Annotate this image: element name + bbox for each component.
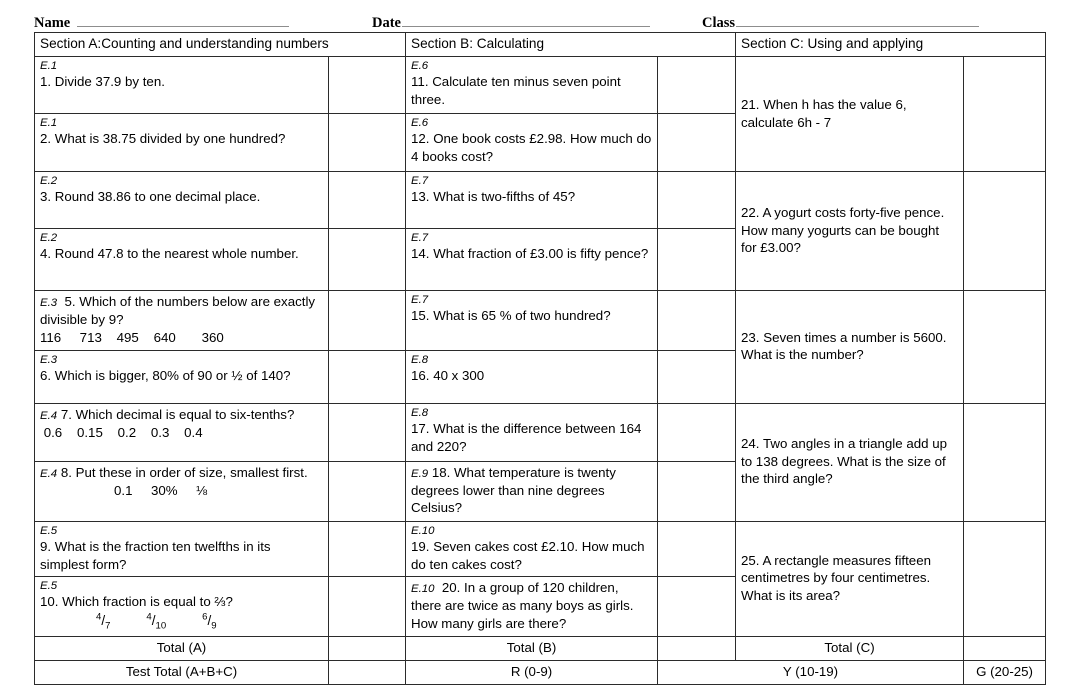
question-cell-c21	[736, 57, 964, 172]
question-cell-b13	[406, 172, 658, 229]
mark-cell-c25[interactable]	[964, 521, 1046, 636]
question-cell-a2	[35, 114, 329, 172]
mark-cell-b13[interactable]	[658, 172, 736, 229]
question-cell-a7	[35, 403, 329, 461]
total-a-value[interactable]	[329, 636, 406, 660]
test-total-label: Test Total (A+B+C)	[35, 660, 329, 684]
question-text-b18	[411, 464, 652, 518]
name-underline	[77, 15, 289, 27]
question-cell-a4	[35, 229, 329, 291]
table-row	[35, 172, 1046, 229]
mark-cell-c24[interactable]	[964, 403, 1046, 521]
ecode-a7: E.4	[40, 409, 58, 422]
options-a8: 0.1 30% ⅛	[114, 482, 208, 498]
question-body-a5: 5. Which of the numbers below are exactly divisible by 9?	[40, 294, 316, 328]
question-cell-b11	[406, 57, 658, 114]
mark-cell-a8[interactable]	[329, 461, 406, 521]
totals-row	[35, 636, 1046, 660]
ecode-b15: E.7	[411, 294, 429, 307]
question-text-c24: 24. Two angles in a triangle add up to 138 degrees. What is the size of the third angle?	[741, 436, 948, 487]
question-text-a7	[40, 406, 323, 424]
question-cell-b19	[406, 521, 658, 577]
question-text-a9: 9. What is the fraction ten twelfths in its simplest form?	[40, 538, 271, 572]
band-y[interactable]: Y (10-19)	[658, 660, 964, 684]
fraction-option-1: $^4/_7$	[96, 611, 111, 632]
ecode-a1: E.1	[40, 60, 58, 73]
question-cell-a5	[35, 291, 329, 351]
question-text-b16: 16. 40 x 300	[411, 367, 485, 383]
mark-cell-b18[interactable]	[658, 461, 736, 521]
date-underline	[402, 15, 650, 27]
mark-cell-a1[interactable]	[329, 57, 406, 114]
section-c-header	[736, 33, 1046, 57]
section-b-header	[406, 33, 736, 57]
question-text-a10: 10. Which fraction is equal to ⅔?	[40, 594, 233, 610]
question-cell-b18	[406, 461, 658, 521]
mark-cell-b20[interactable]	[658, 577, 736, 637]
test-total-row	[35, 660, 1046, 684]
mark-cell-a6[interactable]	[329, 350, 406, 403]
question-text-b14: 14. What fraction of £3.00 is fifty pence?	[411, 246, 649, 262]
ecode-a4: E.2	[40, 232, 58, 245]
question-body-a8: 8. Put these in order of size, smallest first.	[60, 464, 308, 480]
ecode-a3: E.2	[40, 175, 58, 188]
question-cell-b14	[406, 229, 658, 291]
question-cell-a10	[35, 577, 329, 637]
total-a-label: Total (A)	[35, 636, 329, 660]
band-r[interactable]: R (0-9)	[406, 660, 658, 684]
mark-cell-b17[interactable]	[658, 403, 736, 461]
options-a5: 116 713 495 640 360	[40, 329, 224, 345]
question-text-a8	[40, 464, 323, 482]
mark-cell-a10[interactable]	[329, 577, 406, 637]
mark-cell-a7[interactable]	[329, 403, 406, 461]
question-text-c23: 23. Seven times a number is 5600. What is the number?	[741, 329, 947, 363]
question-cell-c22	[736, 172, 964, 291]
ecode-a6: E.3	[40, 353, 58, 366]
section-b-title: Section B: Calculating	[411, 36, 545, 51]
question-text-b13: 13. What is two-fifths of 45?	[411, 189, 576, 205]
ecode-b18: E.9	[411, 467, 429, 480]
student-details-row	[34, 0, 1045, 32]
class-label: Class	[702, 15, 736, 31]
ecode-a9: E.5	[40, 524, 58, 537]
section-header-row	[35, 33, 1046, 57]
date-label: Date	[372, 15, 401, 31]
question-body-b18: 18. What temperature is twenty degrees lower than nine degrees Celsius?	[411, 464, 616, 516]
question-cell-c23	[736, 291, 964, 404]
fraction-option-3: $^6/_9$	[202, 611, 217, 632]
table-row	[35, 57, 1046, 114]
assessment-table	[34, 32, 1046, 685]
question-text-b12: 12. One book costs £2.98. How much do 4 books cost?	[411, 131, 652, 164]
table-row	[35, 403, 1046, 461]
question-cell-c25	[736, 521, 964, 636]
ecode-a2: E.1	[40, 117, 58, 130]
ecode-a5: E.3	[40, 297, 58, 310]
ecode-b13: E.7	[411, 175, 429, 188]
total-c-value[interactable]	[964, 636, 1046, 660]
ecode-a10: E.5	[40, 580, 58, 593]
total-b-label: Total (B)	[406, 636, 658, 660]
question-text-c22: 22. A yogurt costs forty-five pence. How many yogurts can be bought for £3.00?	[741, 205, 945, 256]
question-cell-b16	[406, 350, 658, 403]
class-underline	[736, 15, 979, 27]
question-cell-a1	[35, 57, 329, 114]
name-label: Name	[34, 15, 71, 31]
options-a10	[40, 611, 323, 633]
question-cell-c24	[736, 403, 964, 521]
name-field[interactable]	[34, 15, 372, 32]
question-text-c21: 21. When h has the value 6, calculate 6h - 7	[741, 96, 907, 130]
class-field[interactable]	[702, 15, 1045, 32]
mark-cell-b11[interactable]	[658, 57, 736, 114]
question-cell-a9	[35, 521, 329, 577]
mark-cell-c21[interactable]	[964, 57, 1046, 172]
fraction-option-2: $^4/_{10}$	[146, 611, 167, 632]
mark-cell-b15[interactable]	[658, 291, 736, 351]
mark-cell-a4[interactable]	[329, 229, 406, 291]
test-total-value[interactable]	[329, 660, 406, 684]
table-row	[35, 521, 1046, 577]
question-text-a3: 3. Round 38.86 to one decimal place.	[40, 189, 261, 205]
question-text-a5	[40, 293, 323, 329]
mark-cell-a9[interactable]	[329, 521, 406, 577]
question-text-c25: 25. A rectangle measures fifteen centimetres by four centimetres. What is its area?	[741, 552, 931, 604]
question-text-b15: 15. What is 65 % of two hundred?	[411, 308, 611, 324]
mark-cell-a3[interactable]	[329, 172, 406, 229]
question-text-b11: 11. Calculate ten minus seven point three.	[411, 74, 621, 107]
question-cell-b15	[406, 291, 658, 351]
mark-cell-a2[interactable]	[329, 114, 406, 172]
total-c-label: Total (C)	[736, 636, 964, 660]
mark-cell-c23[interactable]	[964, 291, 1046, 404]
ecode-b16: E.8	[411, 353, 429, 366]
section-a-header	[35, 33, 406, 57]
question-text-a2: 2. What is 38.75 divided by one hundred?	[40, 131, 286, 147]
table-row	[35, 291, 1046, 351]
question-body-b20: 20. In a group of 120 children, there are twice as many boys as girls. How many girls are there?	[411, 580, 634, 631]
total-b-value[interactable]	[658, 636, 736, 660]
ecode-b14: E.7	[411, 232, 429, 245]
question-text-a4: 4. Round 47.8 to the nearest whole number.	[40, 246, 299, 262]
mark-cell-c22[interactable]	[964, 172, 1046, 291]
question-cell-a6	[35, 350, 329, 403]
mark-cell-b19[interactable]	[658, 521, 736, 577]
mark-cell-b16[interactable]	[658, 350, 736, 403]
ecode-a8: E.4	[40, 467, 58, 480]
section-a-title: Section A:Counting and understanding numbers	[40, 36, 329, 51]
mark-cell-a5[interactable]	[329, 291, 406, 351]
question-cell-b12	[406, 114, 658, 172]
question-cell-b20	[406, 577, 658, 637]
question-text-a6: 6. Which is bigger, 80% of 90 or ½ of 140?	[40, 367, 291, 383]
question-body-a7: 7. Which decimal is equal to six-tenths?	[60, 406, 295, 422]
question-text-a1: 1. Divide 37.9 by ten.	[40, 74, 165, 90]
question-text-b19: 19. Seven cakes cost £2.10. How much do ten cakes cost?	[411, 538, 645, 572]
band-g[interactable]: G (20-25)	[964, 660, 1046, 684]
question-text-b17: 17. What is the difference between 164 and 220?	[411, 420, 642, 454]
ecode-b17: E.8	[411, 406, 429, 419]
ecode-b20: E.10	[411, 583, 435, 596]
question-cell-a3	[35, 172, 329, 229]
date-field[interactable]	[372, 15, 702, 32]
question-text-b20	[411, 579, 652, 633]
section-c-title: Section C: Using and applying	[741, 36, 924, 51]
ecode-b12: E.6	[411, 117, 429, 130]
ecode-b11: E.6	[411, 60, 429, 73]
mark-cell-b12[interactable]	[658, 114, 736, 172]
mark-cell-b14[interactable]	[658, 229, 736, 291]
options-a7: 0.6 0.15 0.2 0.3 0.4	[43, 424, 203, 440]
ecode-b19: E.10	[411, 524, 435, 537]
question-cell-b17	[406, 403, 658, 461]
question-cell-a8	[35, 461, 329, 521]
